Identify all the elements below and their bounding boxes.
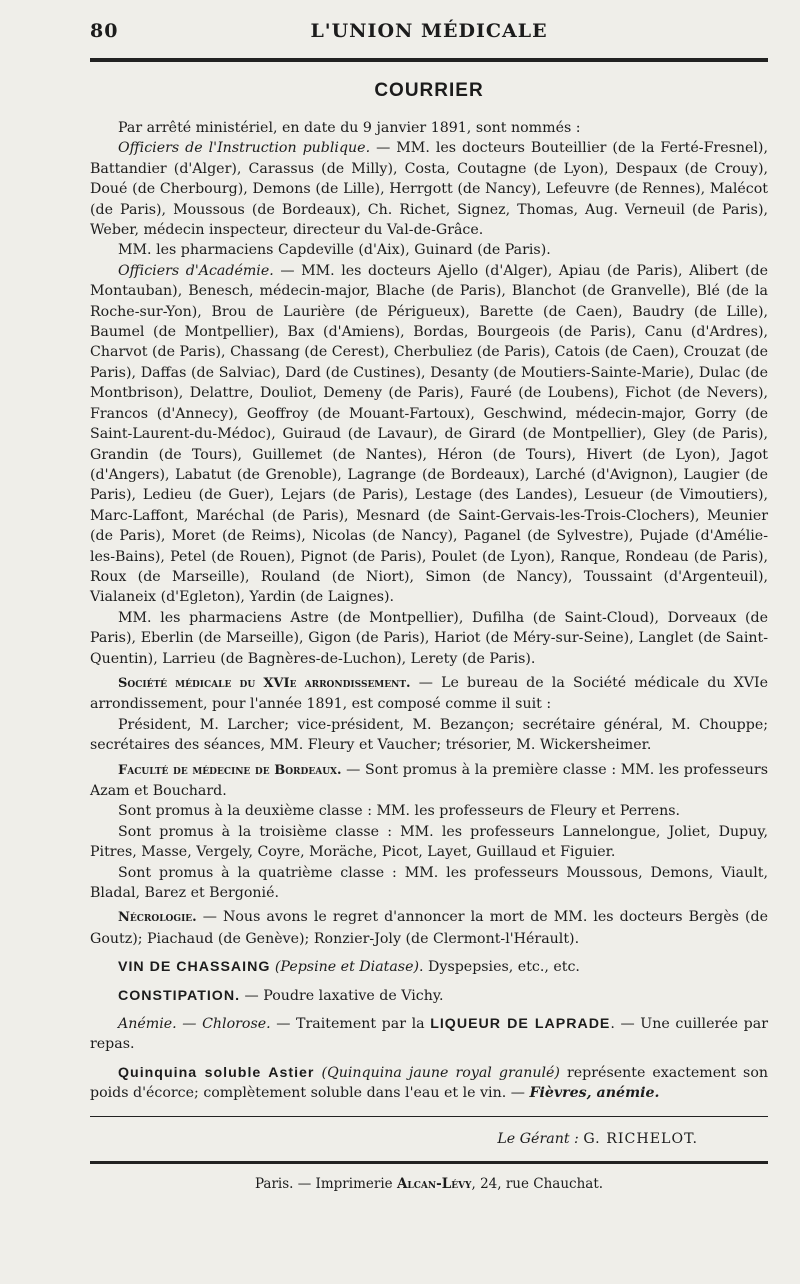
- footer-rule-thick: [90, 1161, 768, 1164]
- officiers-academie-label: Officiers d'Académie.: [118, 262, 274, 279]
- officiers-academie-text: — MM. les docteurs Ajello (d'Alger), Apiau (de Paris), Alibert (de Montauban), Benesch, médecin-major, Blache (de Paris), Blanchot (de Granvelle), Blé (de la Roche-sur-Yon), Brou de Laurière (de Périgueux), Barette (de Caen), Baudry (de Lille), Baumel (de Montpellier), Bax (d'Amiens), Bordas, Bourgeois (de Paris), Canu (d'Ardres), Charvot (de Paris), Chassang (de Cerest), Cherbuliez (de Paris), Catois (de Caen), Crouzat (de Paris), Daffas (de Salviac), Dard (de Custines), Desanty (de Moutiers-Sainte-Marie), Dulac (de Montbrison), Delattre, Douliot, Demeny (de Paris), Fauré (de Loubens), Fichot (de Nevers), Francos (d'Annecy), Geoffroy (de Mouant-Fartoux), Geschwind, médecin-major, Gorry (de Saint-Laurent-du-Médoc), Guiraud (de Lavaur), de Girard (de Montpellier), Gley (de Paris), Grandin (de Tours), Guillemet (de Nantes), Héron (de Tours), Hivert (de Lyon), Jagot (d'Angers), Labatut (de Grenoble), Lagrange (de Bordeaux), Larché (d'Avignon), Laugier (de Paris), Ledieu (de Guer), Lejars (de Paris), Lestage (des Landes), Lesueur (de Vimoutiers), Marc-Laffont, Maréchal (de Paris), Mesnard (de Saint-Gervais-les-Trois-Clochers), Meunier (de Paris), Moret (de Reims), Nicolas (de Nancy), Paganel (de Sylvestre), Pujade (d'Amélie-les-Bains), Petel (de Rouen), Pignot (de Paris), Poulet (de Lyon), Ranque, Rondeau (de Paris), Roux (de Marseille), Rouland (de Niort), Simon (de Nancy), Toussaint (d'Argenteuil), Vialaneix (d'Egleton), Yardin (de Laignes).: [90, 262, 768, 606]
- ad-quinquina: [90, 1063, 768, 1104]
- ad-liqueur-laprade-text-2: . — Une cuillerée par repas.: [90, 1016, 768, 1053]
- pharmaciens-2-text: MM. les pharmaciens Astre (de Montpellier), Dufilha (de Saint-Cloud), Dorveaux (de Paris), Eberlin (de Marseille), Gigon (de Paris), Hariot (de Méry-sur-Seine), Langlet (de Saint-Quentin), Larrieu (de Bagnères-de-Luchon), Lerety (de Paris).: [90, 609, 768, 667]
- ad-quinquina-heading: Quinquina soluble Astier: [118, 1064, 315, 1081]
- faculte-bordeaux-label: Faculté de médecine de Bordeaux.: [118, 762, 342, 778]
- paragraph-necrologie: [90, 907, 768, 949]
- ad-quinquina-text: représente exactement son poids d'écorce; complètement soluble dans l'eau et le vin. —: [90, 1064, 769, 1102]
- decree-text: Par arrêté ministériel, en date du 9 janvier 1891, sont nommés :: [118, 120, 581, 136]
- page-number: 80: [90, 20, 119, 42]
- ad-liqueur-laprade-ital: Anémie. — Chlorose.: [118, 1016, 271, 1033]
- paragraph-decree: [90, 118, 768, 138]
- ad-vin-chassaing-ital: (Pepsine et Diatase): [274, 959, 420, 976]
- paragraph-faculte-bordeaux: [90, 760, 768, 802]
- societe-medicale-text: — Le bureau de la Société médicale du XVIe arrondissement, pour l'année 1891, est composé comme il suit :: [90, 674, 769, 713]
- deuxieme-classe-text: Sont promus à la deuxième classe : MM. les professeurs de Fleury et Perrens.: [118, 803, 681, 820]
- paragraph-deuxieme-classe: [90, 801, 768, 821]
- section-title: COURRIER: [374, 80, 484, 101]
- printer-prefix: Paris. — Imprimerie: [254, 1175, 397, 1192]
- officiers-instruction-text: — MM. les docteurs Bouteillier (de la Ferté-Fresnel), Battandier (d'Alger), Carassus (de Milly), Costa, Coutagne (de Lyon), Despaux (de Crouy), Doué (de Cherbourg), Demons (de Lille), Herrgott (de Nancy), Lefeuvre (de Rennes), Malécot (de Paris), Moussous (de Bordeaux), Ch. Richet, Signez, Thomas, Aug. Verneuil (de Paris), Weber, médecin inspecteur, directeur du Val-de-Grâce.: [90, 140, 768, 239]
- journal-title: L'UNION MÉDICALE: [310, 20, 548, 42]
- paragraph-officiers-instruction: [90, 138, 768, 240]
- header-rule: [90, 58, 768, 62]
- necrologie-label: Nécrologie.: [118, 910, 197, 926]
- gerant-label: Le Gérant :: [497, 1130, 579, 1147]
- ad-constipation-text: — Poudre laxative de Vichy.: [240, 987, 444, 1004]
- paragraph-societe-medicale: [90, 673, 768, 715]
- gerant-signature: [90, 1131, 698, 1147]
- ad-liqueur-laprade-heading: LIQUEUR DE LAPRADE: [430, 1016, 611, 1033]
- ad-vin-chassaing: [90, 957, 768, 977]
- pharmaciens-1-text: MM. les pharmaciens Capdeville (d'Aix), Guinard (de Paris).: [118, 242, 551, 259]
- printer-name: Alcan-Lévy: [396, 1175, 472, 1192]
- officiers-instruction-label: Officiers de l'Instruction publique.: [118, 140, 371, 157]
- troisieme-classe-text: Sont promus à la troisième classe : MM. les professeurs Lannelongue, Joliet, Dupuy, Pitres, Masse, Vergely, Coyre, Moräche, Picot, Layet, Guillaud et Figuier.: [90, 823, 768, 861]
- necrologie-text: — Nous avons le regret d'annoncer la mort de MM. les docteurs Bergès (de Goutz); Piachaud (de Genève); Ronzier-Joly (de Clermont-l'Hérault).: [90, 909, 768, 947]
- paragraph-pharmaciens-1: [90, 240, 768, 260]
- paragraph-pharmaciens-2: [90, 608, 768, 669]
- ad-quinquina-ital: (Quinquina jaune royal granulé): [321, 1064, 560, 1081]
- running-head: [90, 14, 768, 44]
- paragraph-officiers-academie: [90, 261, 768, 608]
- faculte-bordeaux-text: — Sont promus à la première classe : MM. les professeurs Azam et Bouchard.: [90, 761, 768, 799]
- ad-quinquina-ital-2: Fièvres, anémie.: [529, 1085, 660, 1102]
- gerant-name: G. RICHELOT.: [583, 1130, 698, 1147]
- paragraph-quatrieme-classe: [90, 863, 768, 904]
- bureau-text: Président, M. Larcher; vice-président, M. Bezançon; secrétaire général, M. Chouppe; secrétaires des séances, MM. Fleury et Vaucher; trésorier, M. Wickersheimer.: [90, 716, 768, 754]
- ad-constipation-heading: CONSTIPATION.: [118, 987, 241, 1004]
- ad-vin-chassaing-heading: VIN DE CHASSAING: [118, 959, 271, 976]
- ad-liqueur-laprade: [90, 1014, 768, 1055]
- societe-medicale-label: Société médicale du XVIe arrondissement.: [118, 675, 411, 691]
- printer-line: [90, 1176, 768, 1192]
- ad-constipation: [90, 986, 768, 1006]
- paragraph-troisieme-classe: [90, 822, 768, 863]
- ad-vin-chassaing-text: . Dyspepsies, etc., etc.: [419, 959, 580, 976]
- paragraph-bureau: [90, 715, 768, 756]
- printer-suffix: , 24, rue Chauchat.: [471, 1175, 604, 1192]
- quatrieme-classe-text: Sont promus à la quatrième classe : MM. les professeurs Moussous, Demons, Viault, Bladal, Barez et Bergonié.: [90, 864, 768, 902]
- ad-liqueur-laprade-text-1: — Traitement par la: [270, 1016, 431, 1033]
- footer-rule-thin: [90, 1116, 768, 1117]
